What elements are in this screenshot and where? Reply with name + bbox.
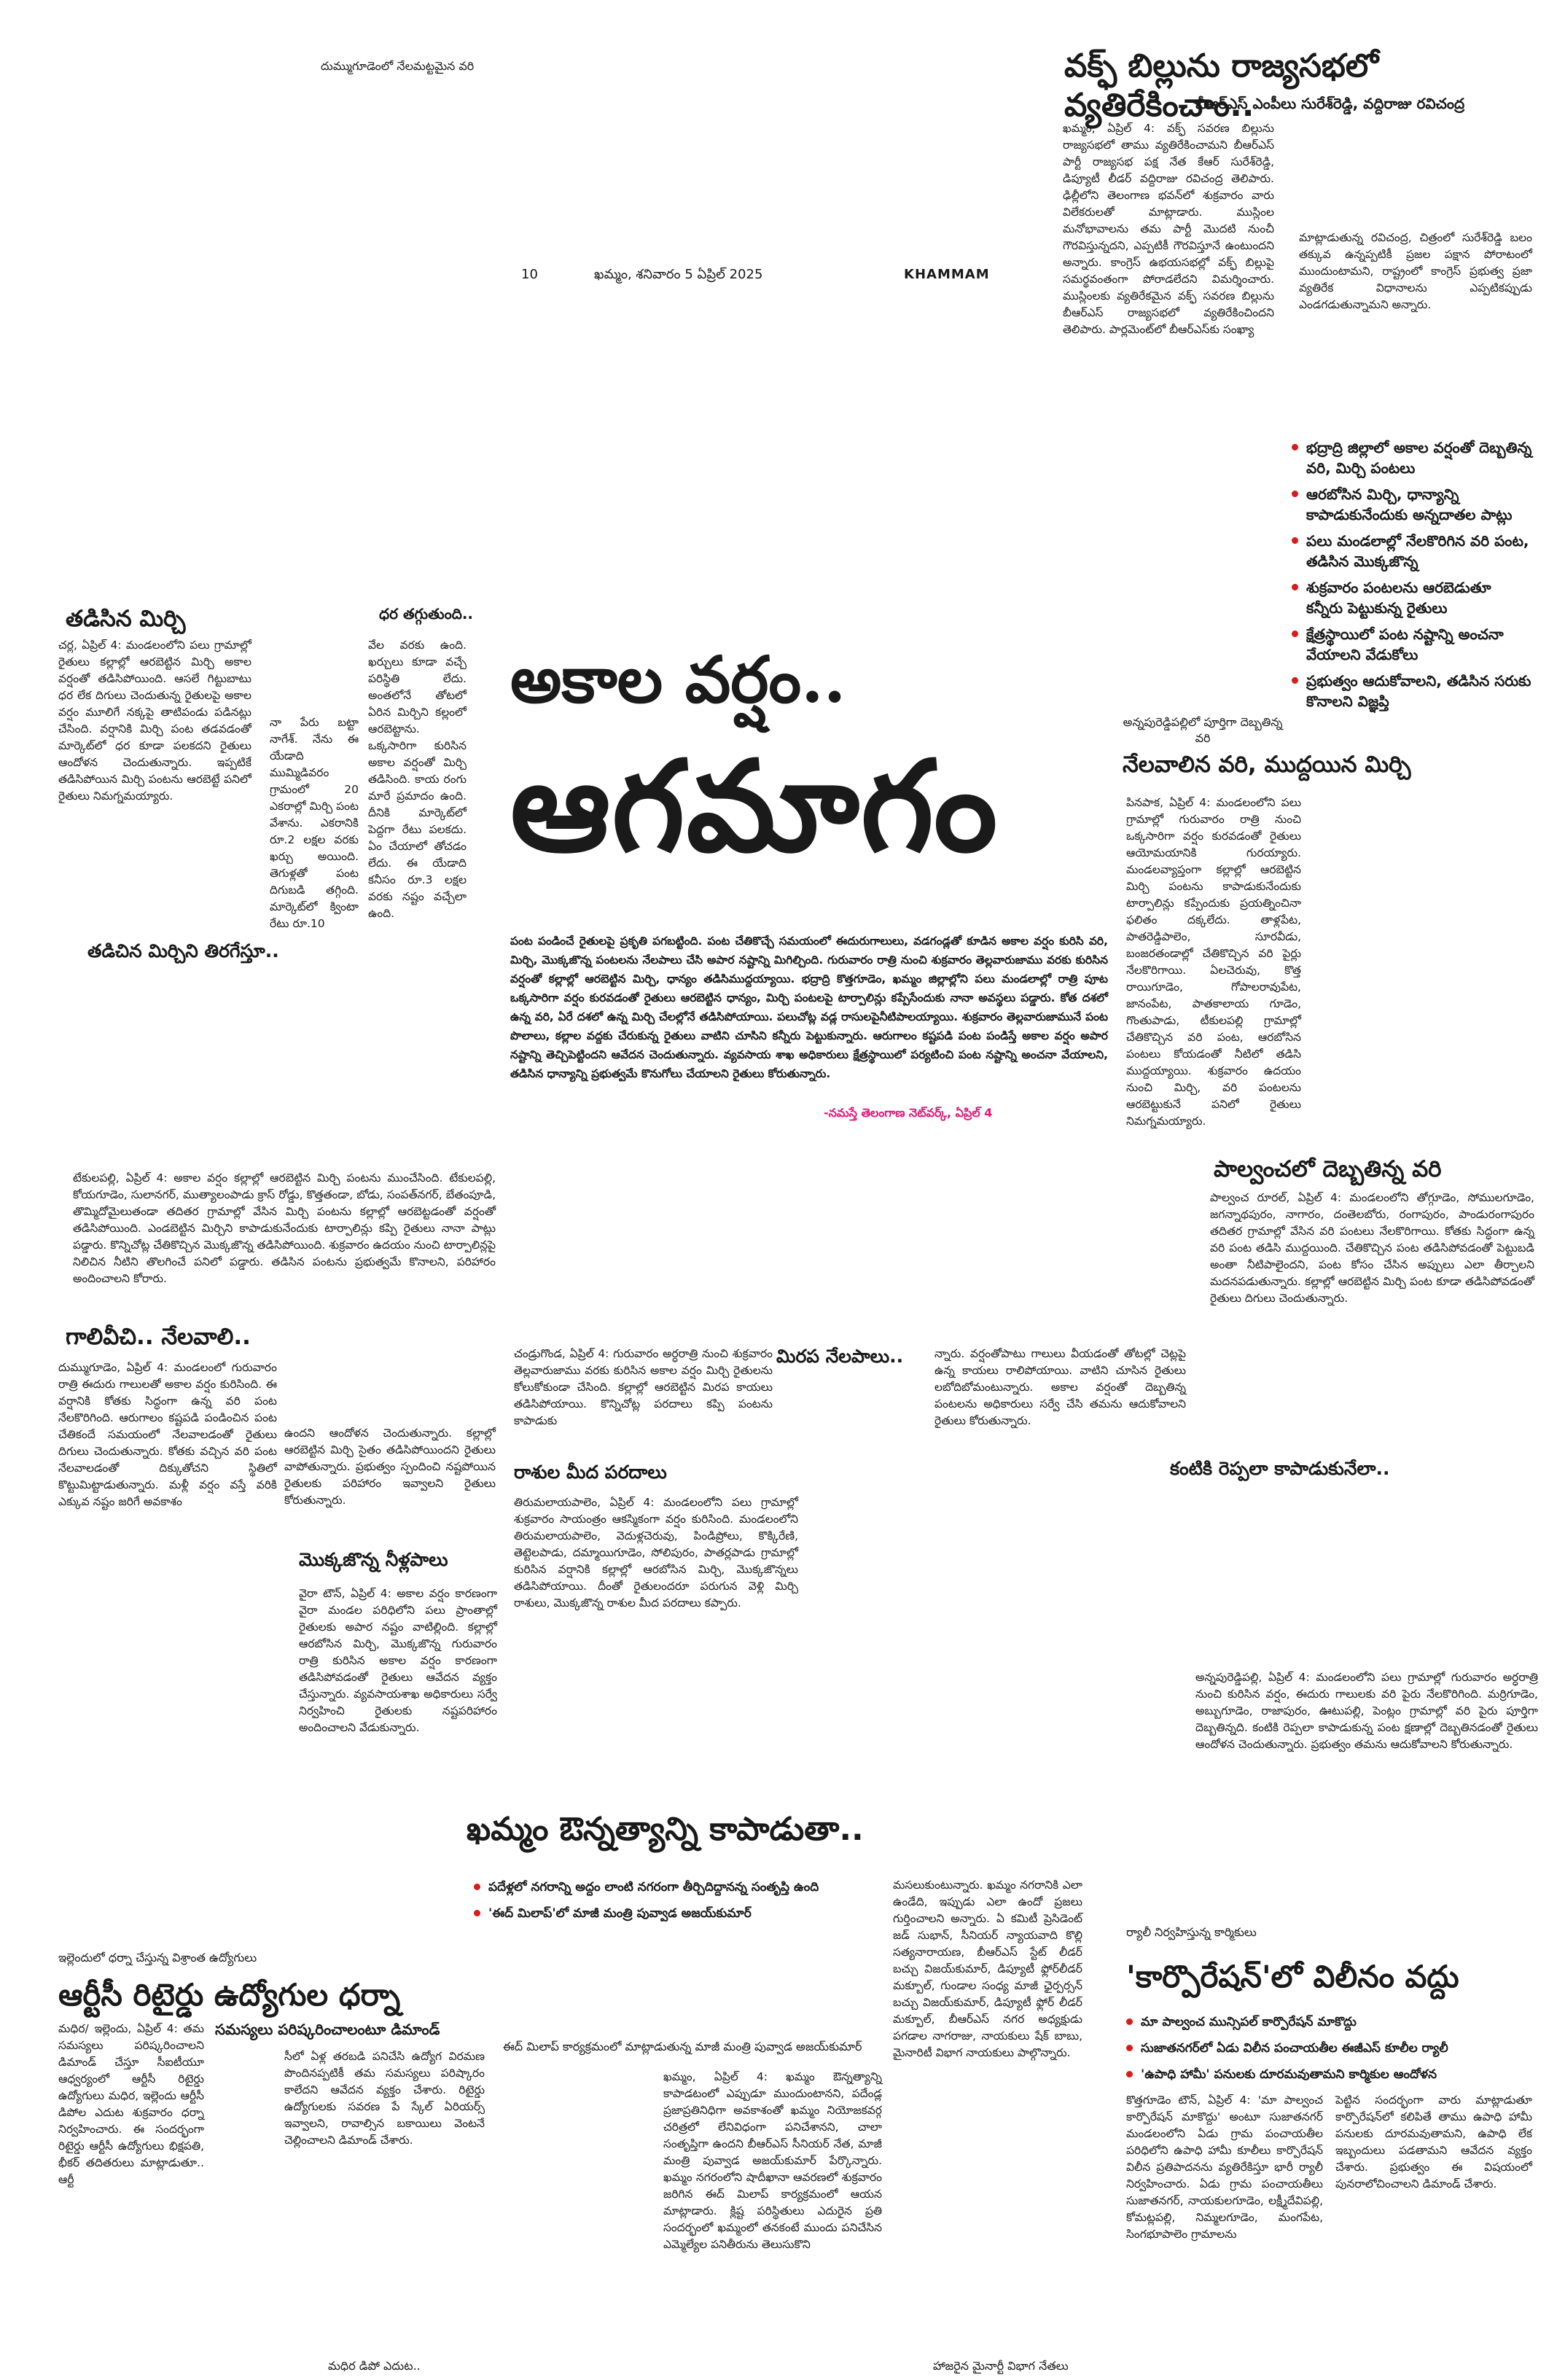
corporation-column-1: కొత్తగూడెం టౌన్, ఏప్రిల్ 4: 'మా పాల్వంచ కార్పొరేషన్ మాకొద్దు' అంటూ సుజాతనగర్ మండలంలోని ఏడు గ్రామ పంచాయతీల పరిధిలోని ఉపాధి హామీ కూలీలు కార్పొరేషన్ విలీన ప్రతిపాదనను వ్యతిరేకిస్తూ భారీ ర్యాలీ నిర్వహించారు. ఏడు గ్రామ పంచాయతీలు సుజాతనగర్, నాయకులగూడెం, లక్ష్మీదేవిపల్లి, కోమట్లపల్లి, నిమ్మలగూడెం, మంగపేట, సింగభూపాలెం గ్రామాలను bbox=[1126, 2094, 1323, 2241]
page-number: 10 bbox=[521, 267, 538, 282]
bullets-photo-caption: అన్నపురెడ్డిపల్లిలో పూర్తిగా దెబ్బతిన్న వరి bbox=[1123, 715, 1283, 745]
mokkajonna-headline: మొక్కజొన్న నీళ్లపాలు bbox=[299, 1549, 448, 1570]
khammam-pride-highlights bbox=[474, 1877, 882, 1930]
corporation-headline: 'కార్పొరేషన్'లో విలీనం వద్దు bbox=[1126, 1959, 1459, 1994]
khammam-pride-headline: ఖమ్మం ఔన్నత్యాన్ని కాపాడుతా.. bbox=[467, 1811, 864, 1848]
waqf-headline: వక్ఫ్ బిల్లును రాజ్యసభలో వ్యతిరేకించాం.. bbox=[1064, 47, 1379, 124]
tadisina-mirchi-column-2: నా పేరు బట్టా నాగేశ్. నేను ఈ యేడాది ముమ్మిడివరం గ్రామంలో 20 ఎకరాల్లో మిర్చి పంట వేశాను. ఎకరానికి రూ.2 లక్షల వరకు ఖర్చు అయింది. తెగుళ్లతో పంట దిగుబడి తగ్గింది. మార్కెట్‌లో క్వింటా రేటు రూ.10 bbox=[270, 716, 359, 930]
mirapa-column-2: న్నారు. వర్షంతోపాటు గాలులు వీయడంతో తోటల్లో చెట్లపై ఉన్న కాయలు రాలిపోయాయి. వాటిని చూసిన రైతులు లబోదిబోమంటున్నారు. అకాల వర్షంతో దెబ్బతిన్న పంటలను అధికారులు సర్వే చేసి తమను ఆదుకోవాలని రైతులు కోరుతున్నారు. bbox=[934, 1347, 1186, 1427]
rtc-headline: ఆర్టీసీ రిటైర్డు ఉద్యోగుల ధర్నా bbox=[58, 1977, 401, 2013]
main-highlights bbox=[1292, 437, 1532, 717]
waqf-column-2: మాట్లాడుతున్న రవిచంద్ర, చిత్రంలో సురేశ్‌రెడ్డి బలం తక్కువ ఉన్నప్పటికీ ప్రజల పక్షాన పోరాటంలో ముందుంటామని, రాష్ట్రంలో కాంగ్రెస్ ప్రభుత్వ ప్రజా వ్యతిరేక విధానాలను ఎప్పటికప్పుడు ఎండగడుతున్నామని అన్నారు. bbox=[1299, 231, 1532, 311]
nelavalina-body: పినపాక, ఏప్రిల్ 4: మండలంలోని పలు గ్రామాల్లో గురువారం రాత్రి నుంచి ఒక్కసారిగా వర్షం కురవడంతో రైతులు ఆయోమయానికి గురయ్యారు. మండలవ్యాప్తంగా కల్లాల్లో ఆరబెట్టిన మిర్చి పంటను కాపాడుకునేందుకు టార్పాలిన్లు కప్పేందుకు ప్రయత్నించినా ఫలితం దక్కలేదు. తాళ్లపేట, పాతరెడ్డిపాలెం, సూరవీడు, బంజరతండాల్లో చేతికొచ్చిన వరి పైర్లు నేలకొరిగాయి. ఏలచెరువు, కొత్త రాయిగూడెం, గోపాలరావుపేట, జానంపేట, పాతకాలాయ గూడెం, గొంతుపాడు, టీకులపల్లి గ్రామాల్లో చేతికొచ్చిన వరి పంట, ఆరబోసిన పంటలు కోయడంతో నీటిలో తడిసి ముద్దయ్యాయి. శుక్రవారం ఉదయం నుంచి మిర్చి, వరి పంటలను ఆరబెట్టుకునే పనిలో రైతులు నిమగ్నమయ్యారు. bbox=[1126, 796, 1301, 1128]
highlight-item: క్షేత్రస్థాయిలో పంట నష్టాన్ని అంచనా వేయాలని వేడుకోలు bbox=[1292, 624, 1532, 665]
rtc-column-1: మధిర/ ఇల్లెందు, ఏప్రిల్ 4: తమ సమస్యలు పరిష్కరించాలని డిమాండ్ చేస్తూ సీఐటీయూ ఆధ్వర్యంలో ఆర్టీసీ రిటైర్డు ఉద్యోగులు మధిర, ఇల్లెందు ఆర్టీసీ డిపోల ఎదుట శుక్రవారం ధర్నా నిర్వహించారు. ఈ సందర్భంగా రిటైర్డు ఆర్టీసీ ఉద్యోగులు భిక్షపతి, భీకర్ తదితరులు మాట్లాడుతూ.. ఆర్టీ bbox=[58, 2022, 204, 2186]
galivichi-column-2: ఉందని ఆందోళన చెందుతున్నారు. కల్లాల్లో ఆరబెట్టిన మిర్చి సైతం తడిసిపోయిందని రైతులు వాపోతున్నారు. ప్రభుత్వం స్పందించి నష్టపోయిన రైతులకు పరిహారం ఇవ్వాలని రైతులు కోరుతున్నారు. bbox=[284, 1427, 496, 1507]
main-credit: -నమస్తే తెలంగాణ నెట్‌వర్క్, ఏప్రిల్ 4 bbox=[824, 1106, 993, 1120]
dateline: ఖమ్మం, శనివారం 5 ఏప్రిల్ 2025 bbox=[594, 267, 763, 282]
corporation-highlights bbox=[1126, 2012, 1534, 2091]
highlight-item: ఆరబోసిన మిర్చి, ధాన్యాన్ని కాపాడుకునేందుకు అన్నదాతల పాట్లు bbox=[1292, 484, 1532, 525]
rasula-body: తిరుమలాయపాలెం, ఏప్రిల్ 4: మండలంలోని పలు గ్రామాల్లో శుక్రవారం సాయంత్రం ఆకస్మికంగా వర్షం కురిసింది. మండలంలోని తిరుమలాయపాలెం, వెదుళ్లచెరువు, పిండిప్రోలు, కొక్కిరేణి, తెట్టెలపాడు, దమ్మాయిగూడెం, సోలిపురం, పాతర్లపాడు గ్రామాల్లో కురిసిన వర్షానికి కల్లాల్లో ఆరబోసిన మిర్చి, మొక్కజొన్నలు తడిసిపోయాయి. దీంతో రైతులందరూ పరుగున వెళ్లి మిర్చి రాశులు, మొక్కజొన్న రాశుల మీద పరదాలు కప్పారు. bbox=[514, 1496, 798, 1610]
tadisina-mirchi-subhead: ధర తగ్గుతుంది.. bbox=[379, 605, 474, 623]
photo-caption-top: దుమ్ముగూడెంలో నేలమట్టమైన వరి bbox=[321, 59, 475, 73]
edition-name: KHAMMAM bbox=[904, 267, 990, 282]
corporation-kicker: ర్యాలీ నిర్వహిస్తున్న కార్మికులు bbox=[1126, 1925, 1257, 1939]
main-headline-line2: ఆగమాగం bbox=[510, 733, 999, 880]
corporation-column-2: పెట్టిన సందర్భంగా వారు మాట్లాడుతూ కార్పొరేషన్‌లో కలిపితే తాము ఉపాధి హామీ పనులకు దూరమవుతామని, ఉపాధి లేక ఇబ్బందులు పడతామని ఆవేదన వ్యక్తం చేశారు. ప్రభుత్వం ఈ విషయంలో పునరాలోచించాలని డిమాండ్ చేశారు. bbox=[1335, 2094, 1532, 2190]
corporation-caption: హాజరైన మైనార్టీ విభాగ నేతలు bbox=[933, 2359, 1069, 2373]
khammam-pride-caption: ఈద్ మిలాప్ కార్యక్రమంలో మాట్లాడుతున్న మాజీ మంత్రి పువ్వాడ అజయ్‌కుమార్ bbox=[503, 2040, 862, 2053]
rtc-column-2: సీలో ఏళ్ల తరబడి పనిచేసి ఉద్యోగ విరమణ పొందినప్పటికీ తమ సమస్యలు పరిష్కారం కాలేదని ఆవేదన వ్యక్తం చేశారు. రిటైర్డు ఉద్యోగులకు సవరణ పే స్కేల్ ఏరియర్స్ ఇవ్వాలని, రావాల్సిన బకాయిలు వెంటనే చెల్లించాలని డిమాండ్ చేశారు. bbox=[284, 2050, 485, 2147]
khammam-pride-column-2: మసలుకుంటున్నారు. ఖమ్మం నగరానికి ఎలా ఉండేది, ఇప్పుడు ఎలా ఉందో ప్రజలు గుర్తించాలని అన్నారు. ఏ కమిటీ ప్రెసిడెంట్ జడ్ సుభాన్, సీనియర్ న్యాయవాది కొల్లి సత్యనారాయణ, బీఆర్ఎస్ స్టేట్ లీడర్ బచ్చు విజయ్‌కుమార్, డిప్యూటీ ఫ్లోర్‌లీడర్ మక్బూల్, గుండాల సంధ్య మాజీ ఛైర్పర్సన్ బచ్చు విజయ్‌కుమార్, డిప్యూటీ ఫ్లోర్ లీడర్ మక్బూల్, బీఆర్ఎస్ నగర అధ్యక్షుడు పగడాల నాగరాజు, నాయకులు షేక్ బాబు, మైనారిటీ విభాగ నాయకులు పాల్గొన్నారు. bbox=[893, 1878, 1082, 2059]
tadisina-mirchi-headline: తడిసిన మిర్చి bbox=[66, 606, 186, 632]
palvancha-body: పాల్వంచ రూరల్, ఏప్రిల్ 4: మండలంలోని తోగ్గూడెం, సోములగూడెం, జగన్నాథపురం, నాగారం, దంతెలబోరు, రంగాపురం, పాండురంగాపురం తదితర గ్రామాల్లో వేసిన వరి పంటలు నేలకొరిగాయి. కోతకు సిద్ధంగా ఉన్న వరి పంట తడిసి ముద్దయింది. చేతికొచ్చిన పంట తడిసిపోవడంతో పెట్టుబడి అంతా నీటిపాలైందని, పంట కోసం చేసిన అప్పులు ఎలా తీర్చాలని మదనపడుతున్నారు. కల్లాల్లో ఆరబెట్టిన మిర్చి పంట కూడా తడిసిపోవడంతో రైతులు దిగులు చెందుతున్నారు. bbox=[1210, 1191, 1534, 1305]
highlight-item: పదేళ్లలో నగరాన్ని అద్దం లాంటి నగరంగా తీర్చిదిద్దానన్న సంతృప్తి ఉంది bbox=[474, 1877, 882, 1897]
main-headline-line1: అకాల వర్షం.. bbox=[510, 641, 846, 717]
khammam-pride-column-1: ఖమ్మం, ఏప్రిల్ 4: ఖమ్మం ఔన్నత్యాన్ని కాపాడటంలో ఎప్పుడూ ముందుంటానని, పదేండ్ల ప్రజాప్రతినిధిగా అవకాశంతో ఖమ్మం నియోజకవర్గ చరిత్రలో లేనివిధంగా పనిచేశానని, చాలా సంతృప్తిగా ఉందని బీఆర్ఎస్ సీనియర్ నేత, మాజీ మంత్రి పువ్వాడ అజయ్‌కుమార్ పేర్కొన్నారు. ఖమ్మం నగరంలోని షాదీఖానా ఆవరణలో శుక్రవారం జరిగిన ఈద్ మిలాప్ కార్యక్రమంలో ఆయన మాట్లాడారు. క్లిష్ట పరిస్థితులు ఎదురైన ప్రతి సందర్భంలో ఖమ్మంలో తనకంటే ముందు పనిచేసిన ఎమ్మెల్యేల పనితీరును తెలుసుకొని bbox=[663, 2070, 882, 2251]
waqf-subhead: బీఆర్ఎస్ ఎంపీలు సురేశ్‌రెడ్డి, వద్దిరాజు రవిచంద్ర bbox=[1195, 95, 1465, 112]
highlight-item: 'ఉపాధి హామీ' పనులకు దూరమవుతామని కార్మికుల ఆందోళన bbox=[1126, 2064, 1534, 2085]
waqf-column-1: ఖమ్మం, ఏప్రిల్ 4: వక్ఫ్ సవరణ బిల్లును రాజ్యసభలో తాము వ్యతిరేకించామని బీఆర్ఎస్ పార్టీ రాజ్యసభ పక్ష నేత కేఆర్ సురేశ్‌రెడ్డి, డిప్యూటీ లీడర్ వద్దిరాజు రవిచంద్ర తెలిపారు. ఢిల్లీలోని తెలంగాణ భవన్‌లో శుక్రవారం వారు విలేకరులతో మాట్లాడారు. ముస్లింల మనోభావాలను తమ పార్టీ మొదటి నుంచీ గౌరవిస్తున్నదని, ఎప్పటికీ గౌరవిస్తూనే ఉంటుందని అన్నారు. కాంగ్రెస్ ఉభయసభల్లో వక్ఫ్ బిల్లుపై సమర్థవంతంగా పోరాడలేదని విమర్శించారు. ముస్లింలకు వ్యతిరేకమైన వక్ఫ్ సవరణ బిల్లును బీఆర్ఎస్ రాజ్యసభలో వ్యతిరేకించిందని తెలిపారు. పార్లమెంట్‌లో బీఆర్ఎస్‌కు సంఖ్యా bbox=[1063, 122, 1274, 336]
rasula-headline: రాశుల మీద పరదాలు bbox=[514, 1462, 667, 1483]
tirigestu-body: టేకులపల్లి, ఏప్రిల్ 4: అకాల వర్షం కల్లాల్లో ఆరబెట్టిన మిర్చి పంటను ముంచేసింది. టేకులపల్లి, కోయగూడెం, సులానగర్, ముత్యాలంపాడు క్రాస్ రోడ్డు, కొత్తతండా, బోడు, సంపత్‌నగర్, బేతంపూడి, తొమ్మిదోమైలుతండా తదితర గ్రామాల్లో వేసిన మిర్చి పంటను కల్లాల్లో ఆరబెట్టడంతో వర్షంతో తడిసిపోయింది. ఎండబెట్టిన మిర్చిని కాపాడుకునేందుకు టార్పాలిన్లు కప్పి రైతులు నానా పాట్లు పడ్డారు. కొన్నిచోట్ల చేతికొచ్చిన మొక్కజొన్న తడిసిపోయింది. శుక్రవారం ఉదయం నుంచి టార్పాలిన్లపై నిలిచిన నీటిని తొలగించే పనిలో పడ్డారు. తడిసిన పంటను ప్రభుత్వమే కొనాలని, పరిహారం అందించాలని కోరారు. bbox=[73, 1171, 496, 1285]
galivichi-headline: గాలివీచి.. నేలవాలి.. bbox=[66, 1324, 251, 1350]
mirapa-headline: మిరప నేలపాలు.. bbox=[776, 1346, 904, 1367]
kantiki-headline: కంటికి రెప్పలా కాపాడుకునేలా.. bbox=[1170, 1458, 1390, 1479]
rtc-caption: మధిర డిపో ఎదుట.. bbox=[328, 2359, 421, 2373]
rtc-kicker: ఇల్లెందులో ధర్నా చేస్తున్న విశ్రాంత ఉద్యోగులు bbox=[58, 1951, 257, 1965]
kantiki-body: అన్నపురెడ్డిపల్లి, ఏప్రిల్ 4: మండలంలోని పలు గ్రామాల్లో గురువారం అర్ధరాత్రి నుంచి కురిసిన వర్షం, ఈదురు గాలులకు వరి పైరు నేలకొరిగింది. మర్రిగూడెం, అబ్బుగూడెం, రాజాపురం, ఊటుపల్లి, పెంట్లం గ్రామాల్లో వరి పైరు పూర్తిగా దెబ్బతిన్నది. కంటికి రెప్పలా కాపాడుకున్న పంట క్షణాల్లో దెబ్బతినడంతో రైతులు ఆందోళన చెందుతున్నారు. ప్రభుత్వం తమను ఆదుకోవాలని కోరుతున్నారు. bbox=[1195, 1671, 1538, 1751]
galivichi-column-1: దుమ్ముగూడెం, ఏప్రిల్ 4: మండలంలో గురువారం రాత్రి ఈదురు గాలులతో అకాల వర్షం కురిసింది. ఈ వర్షానికి కోతకు సిద్ధంగా ఉన్న వరి పంట నేలకొరిగింది. ఆరుగాలం కష్టపడి పండించిన పంట చేతికందే సమయంలో నేలవాలడంతో రైతులు దిగులు చెందుతున్నారు. కోతకు వచ్చిన వరి పంట నేలవాలడంతో దిక్కుతోచని స్థితిలో కొట్టుమిట్టాడుతున్నారు. మళ్లీ వర్షం వస్తే వరికి ఎక్కువ నష్టం జరిగే అవకాశం bbox=[58, 1361, 277, 1508]
mirapa-column-1: చండ్రుగొండ, ఏప్రిల్ 4: గురువారం అర్ధరాత్రి నుంచి శుక్రవారం తెల్లవారుజాము వరకు కురిసిన అకాల వర్షం మిర్చి రైతులను కోలుకోకుండా చేసింది. కల్లాల్లో ఆరబెట్టిన మిరప కాయలు తడిసిపోయాయి. కొన్నిచోట్ల పరదాలు కప్పి పంటను కాపాడుకు bbox=[514, 1347, 773, 1427]
mokkajonna-body: వైరా టౌన్, ఏప్రిల్ 4: అకాల వర్షం కారణంగా వైరా మండల పరిధిలోని పలు ప్రాంతాల్లో రైతులకు అపార నష్టం వాటిల్లింది. కల్లాల్లో ఆరబోసిన మిర్చి, మొక్కజొన్న గురువారం రాత్రి కురిసిన అకాల వర్షం కారణంగా తడిసిపోవడంతో రైతులు ఆవేదన వ్యక్తం చేస్తున్నారు. వ్యవసాయశాఖ అధికారులు సర్వే నిర్వహించి రైతులకు నష్టపరిహారం అందించాలని వేడుకున్నారు. bbox=[299, 1587, 497, 1734]
rtc-subhead: సమస్యలు పరిష్కరించాలంటూ డిమాండ్ bbox=[215, 2021, 440, 2038]
main-lead-paragraph: పంట పండించే రైతులపై ప్రకృతి పగబట్టింది. పంట చేతికొచ్చే సమయంలో ఈదురుగాలులు, వడగండ్లతో కూడిన అకాల వర్షం కురిసి వరి, మిర్చి, మొక్కజొన్న పంటలను నేలపాలు చేసి అపార నష్టాన్ని మిగిల్చింది. గురువారం రాత్రి నుంచి శుక్రవారం తెల్లవారుజాము వరకు కురిసిన వర్షంతో కల్లాల్లో ఆరబెట్టిన మిర్చి, ధాన్యం తడిసిముద్దయ్యాయి. భద్రాద్రి కొత్తగూడెం, ఖమ్మం జిల్లాల్లోని పలు మండలాల్లో రాత్రి పూట ఒక్కసారిగా వర్షం కురవడంతో రైతులు ఆరబెట్టిన ధాన్యం, మిర్చి పంటలపై టార్పాలిన్లు కప్పేసేందుకు నానా అవస్థలు పడ్డారు. కోత దశలో ఉన్న వరి, ఏరే దశలో ఉన్న మిర్చి చేలల్లోనే తడిసిపోయాయి. పలుచోట్ల వడ్ల రాసులపైనీటిపాలయ్యాయి. శుక్రవారం తెల్లవారుజామునే పంట పొలాలు, కల్లాల వద్దకు చేరుకున్న రైతులు వాటిని చూసిని కన్నీరు పెట్టుకున్నారు. ఆరుగాలం కష్టపడి పంట పండిస్తే అకాల వర్షం అపార నష్టాన్ని తెచ్చిపెట్టిందని ఆవేదన చెందుతున్నారు. వ్యవసాయ శాఖ అధికారులు క్షేత్రస్థాయిలో పర్యటించి పంట నష్టాన్ని అంచనా వేయాలని, తడిసిన ధాన్యాన్ని ప్రభుత్వమే కొనుగోలు చేయాలని రైతులు కోరుతున్నారు. bbox=[510, 935, 1109, 1080]
highlight-item: మా పాల్వంచ మున్సిపల్ కార్పొరేషన్ మాకొద్దు bbox=[1126, 2012, 1534, 2032]
highlight-item: పలు మండలాల్లో నేలకొరిగిన వరి పంట, తడిసిన మొక్కజొన్న bbox=[1292, 531, 1532, 571]
highlight-item: ప్రభుత్వం ఆదుకోవాలని, తడిసిన సరుకు కొనాలని విజ్ఞప్తి bbox=[1292, 671, 1532, 711]
highlight-item: 'ఈద్ మిలాప్'లో మాజీ మంత్రి పువ్వాడ అజయ్‌కుమార్ bbox=[474, 1903, 882, 1924]
tirigestu-headline: తడిచిన మిర్చిని తిరగేస్తూ.. bbox=[87, 940, 279, 961]
palvancha-headline: పాల్వంచలో దెబ్బతిన్న వరి bbox=[1214, 1156, 1442, 1182]
masthead bbox=[521, 267, 990, 287]
tadisina-mirchi-column-3: వేల వరకు ఉంది. ఖర్చులు కూడా వచ్చే పరిస్థితి లేదు. అంతలోనే తోటలో ఏరిన మిర్చిని కల్లంలో ఆరబెట్టాను. ఒక్కసారిగా కురిసిన అకాల వర్షంతో మిర్చి తడిసింది. కాయ రంగు మారే ప్రమాదం ఉంది. దీనికి మార్కెట్‌లో పెద్దగా రేటు పలకదు. ఏం చేయాలో తోచడం లేదు. ఈ యేడాది కనీసం రూ.3 లక్షల వరకు నష్టం వచ్చేలా ఉంది. bbox=[368, 639, 467, 920]
highlight-item: శుక్రవారం పంటలను ఆరబెడుతూ కన్నీరు పెట్టుకున్న రైతులు bbox=[1292, 577, 1532, 618]
tadisina-mirchi-column-1: చర్ల, ఏప్రిల్ 4: మండలంలోని పలు గ్రామాల్లో రైతులు కల్లాల్లో ఆరబెట్టిన మిర్చి అకాల వర్షంతో తడిసిపోయింది. ఆసలే గిట్టుబాటు ధర లేక దిగులు చెందుతున్న రైతులపై అకాల వర్షం మూలిగే నక్కపై తాటిపండు పడినట్లు చేసింది. వర్షానికి మిర్చి పంట తడవడంతో మార్కెట్‌లో ధర కూడా పలకదని రైతులు ఆందోళన చెందుతున్నారు. ఇప్పటికే తడిసిపోయిన మిర్చి పంటను ఆరబెట్టే పనిలో రైతులు నిమగ్నమయ్యారు. bbox=[58, 639, 251, 803]
highlight-item: భద్రాద్రి జిల్లాలో అకాల వర్షంతో దెబ్బతిన్న వరి, మిర్చి పంటలు bbox=[1292, 437, 1532, 478]
nelavalina-headline: నేలవాలిన వరి, ముద్దయిన మిర్చి bbox=[1123, 752, 1411, 778]
highlight-item: సుజాతనగర్‌లో ఏడు విలీన పంచాయతీల ఈజీఎస్ కూలీల ర్యాలీ bbox=[1126, 2038, 1534, 2059]
